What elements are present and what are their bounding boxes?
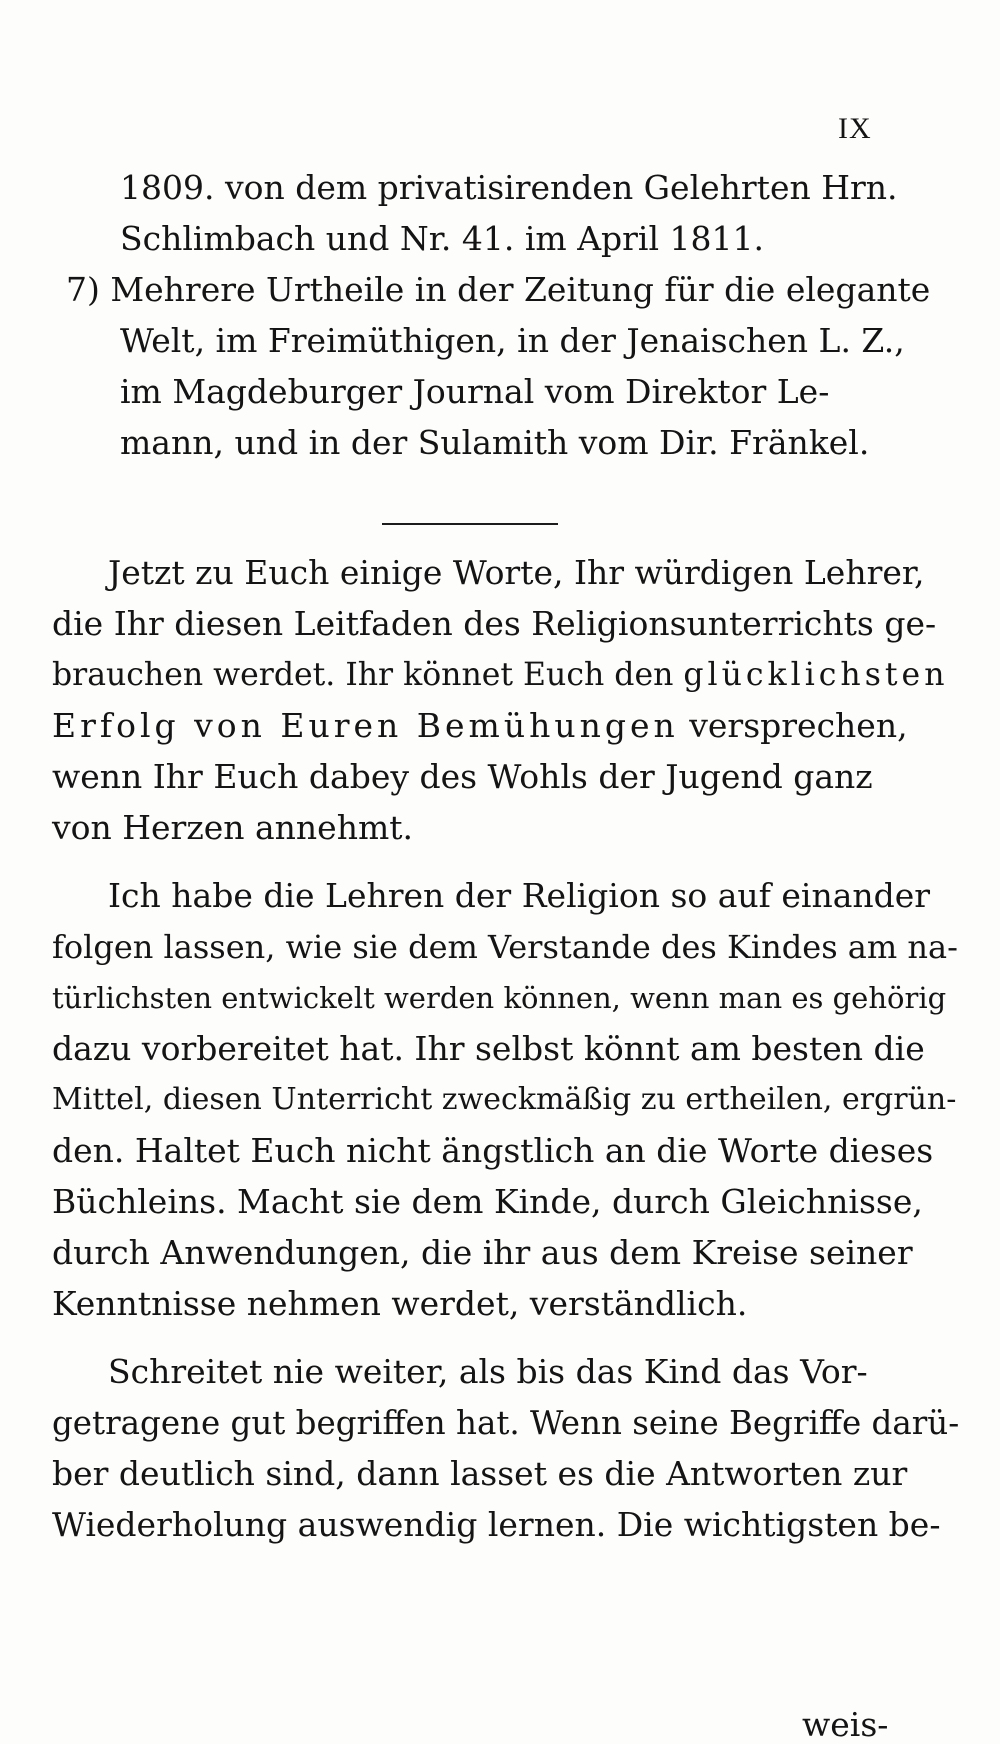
paragraph-line: Mittel, diesen Unterricht zweckmäßig zu ertheilen, ergrün- (52, 1082, 957, 1117)
paragraph-line: türlichsten entwickelt werden können, wenn man es gehörig (52, 981, 947, 1015)
paragraph-line: Büchleins. Macht sie dem Kinde, durch Gleichnisse, (52, 1182, 923, 1221)
paragraph-line: den. Haltet Euch nicht ängstlich an die Worte dieses (52, 1131, 934, 1170)
paragraph-line: Jetzt zu Euch einige Worte, Ihr würdigen Lehrer, (108, 553, 925, 592)
emphasized-text: Erfolg von Euren Bemühungen (52, 706, 679, 745)
paragraph-line: Kenntnisse nehmen werdet, verständlich. (52, 1284, 748, 1323)
page-number: IX (838, 112, 872, 145)
emphasized-text: glücklichsten (683, 657, 949, 693)
paragraph-text: versprechen, (678, 706, 908, 745)
paragraph-line: die Ihr diesen Leitfaden des Religionsunterrichts ge- (52, 604, 937, 643)
paragraph-line: folgen lassen, wie sie dem Verstande des Kindes am na- (52, 928, 958, 966)
paragraph-text: brauchen werdet. Ihr könnet Euch den (52, 657, 684, 693)
paragraph-line: Wiederholung auswendig lernen. Die wichtigsten be- (52, 1505, 941, 1544)
list-line: Schlimbach und Nr. 41. im April 1811. (120, 219, 764, 258)
list-line: mann, und in der Sulamith vom Dir. Fränkel. (120, 423, 870, 462)
paragraph-line: ber deutlich sind, dann lasset es die Antworten zur (52, 1454, 908, 1493)
paragraph-line: Ich habe die Lehren der Religion so auf einander (108, 876, 931, 915)
list-line: 7) Mehrere Urtheile in der Zeitung für die elegante (66, 270, 931, 309)
list-line: 1809. von dem privatisirenden Gelehrten Hrn. (120, 168, 898, 207)
paragraph-line: durch Anwendungen, die ihr aus dem Kreise seiner (52, 1233, 913, 1272)
section-divider (382, 523, 558, 525)
list-line: Welt, im Freimüthigen, in der Jenaischen L. Z., (120, 321, 905, 360)
catchword: weis- (802, 1705, 889, 1744)
paragraph-line: wenn Ihr Euch dabey des Wohls der Jugend ganz (52, 757, 873, 796)
paragraph-line: von Herzen annehmt. (52, 808, 414, 847)
list-line: im Magdeburger Journal vom Direktor Le- (120, 372, 830, 411)
paragraph-line: Schreitet nie weiter, als bis das Kind das Vor- (108, 1352, 868, 1391)
paragraph-line: dazu vorbereitet hat. Ihr selbst könnt am besten die (52, 1029, 925, 1068)
paragraph-line: getragene gut begriffen hat. Wenn seine Begriffe darü- (52, 1404, 960, 1442)
paragraph-line (52, 655, 948, 695)
paragraph-line (52, 706, 908, 746)
